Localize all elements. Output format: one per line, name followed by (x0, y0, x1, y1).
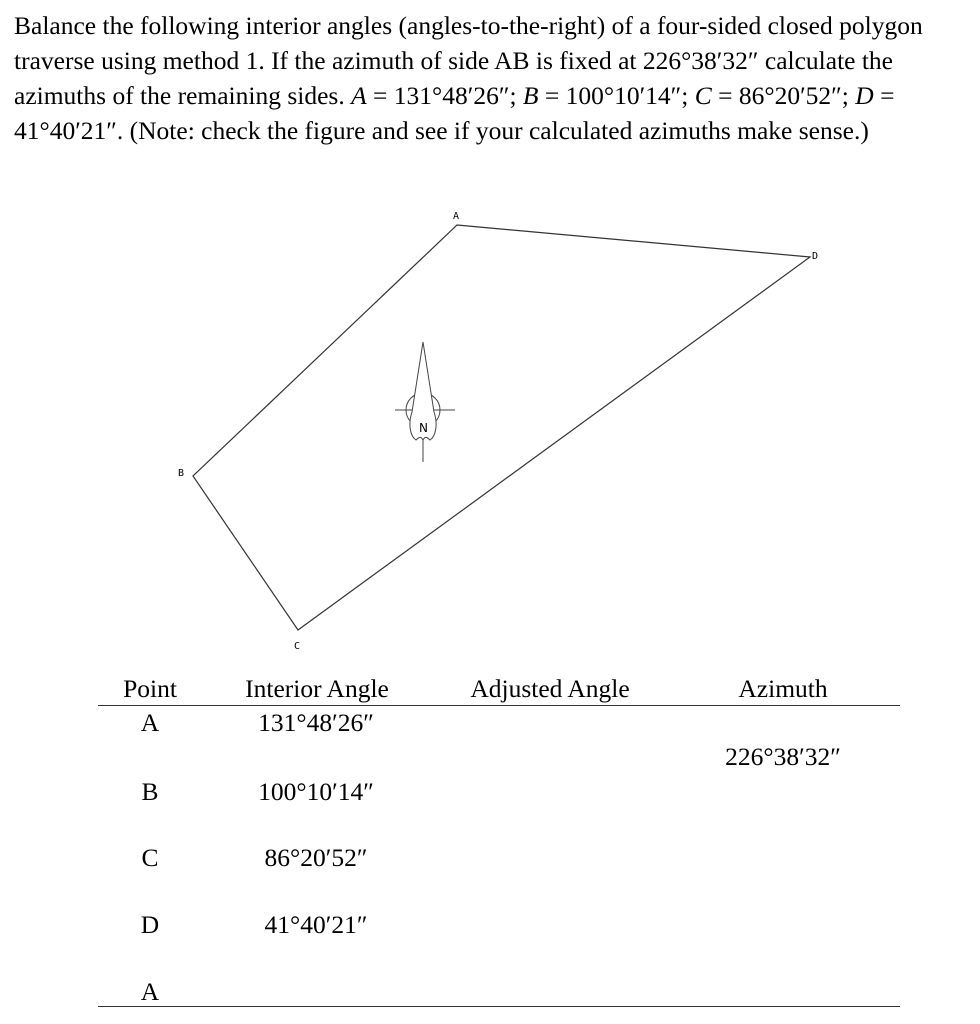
row-5-point: A (140, 977, 160, 1006)
header-interior-angle: Interior Angle (245, 674, 389, 703)
row-1-point: A (140, 708, 160, 737)
header-azimuth: Azimuth (738, 674, 828, 703)
vertex-label-c: C (294, 641, 301, 652)
vertex-label-d: D (812, 251, 819, 262)
traverse-polygon (193, 225, 810, 630)
row-4-interior-angle: 41°40′21″ (264, 910, 368, 939)
angle-d-text: = 41°40′21″. (Note: check the figure and see if your calculated azimuths make sense.) (14, 81, 895, 145)
header-point: Point (123, 674, 177, 703)
north-arrow-icon (395, 342, 455, 462)
angle-a-text: = 131°48′26″; (366, 81, 523, 110)
row-3-point: C (141, 843, 159, 872)
north-label: N (419, 421, 428, 435)
row-3-interior-angle: 86°20′52″ (264, 843, 368, 872)
footer-rule (98, 1006, 900, 1007)
row-4-point: D (140, 910, 160, 939)
vertex-label-b: B (178, 468, 185, 479)
vertex-label-a: A (453, 211, 460, 222)
var-a: A (351, 81, 367, 110)
row-2-point: B (141, 777, 159, 806)
row-2-interior-angle: 100°10′14″ (258, 777, 374, 806)
header-adjusted-angle: Adjusted Angle (470, 674, 630, 703)
var-c: C (694, 81, 712, 110)
azimuth-ab-value: 226°38′32″ (725, 742, 841, 771)
row-1-interior-angle: 131°48′26″ (258, 708, 374, 737)
header-rule (98, 705, 900, 706)
var-d: D (855, 81, 874, 110)
var-b: B (522, 81, 539, 110)
problem-text-intro: Balance the following interior angles (angles-to-the-right) of a four-sided closed polygon traverse using method 1. If the azimuth of side AB is fixed at 226°38′32″ calculate the azimuths of the remaining sides. (14, 11, 923, 110)
angle-c-text: = 86°20′52″; (711, 81, 856, 110)
angle-b-text: = 100°10′14″; (538, 81, 695, 110)
